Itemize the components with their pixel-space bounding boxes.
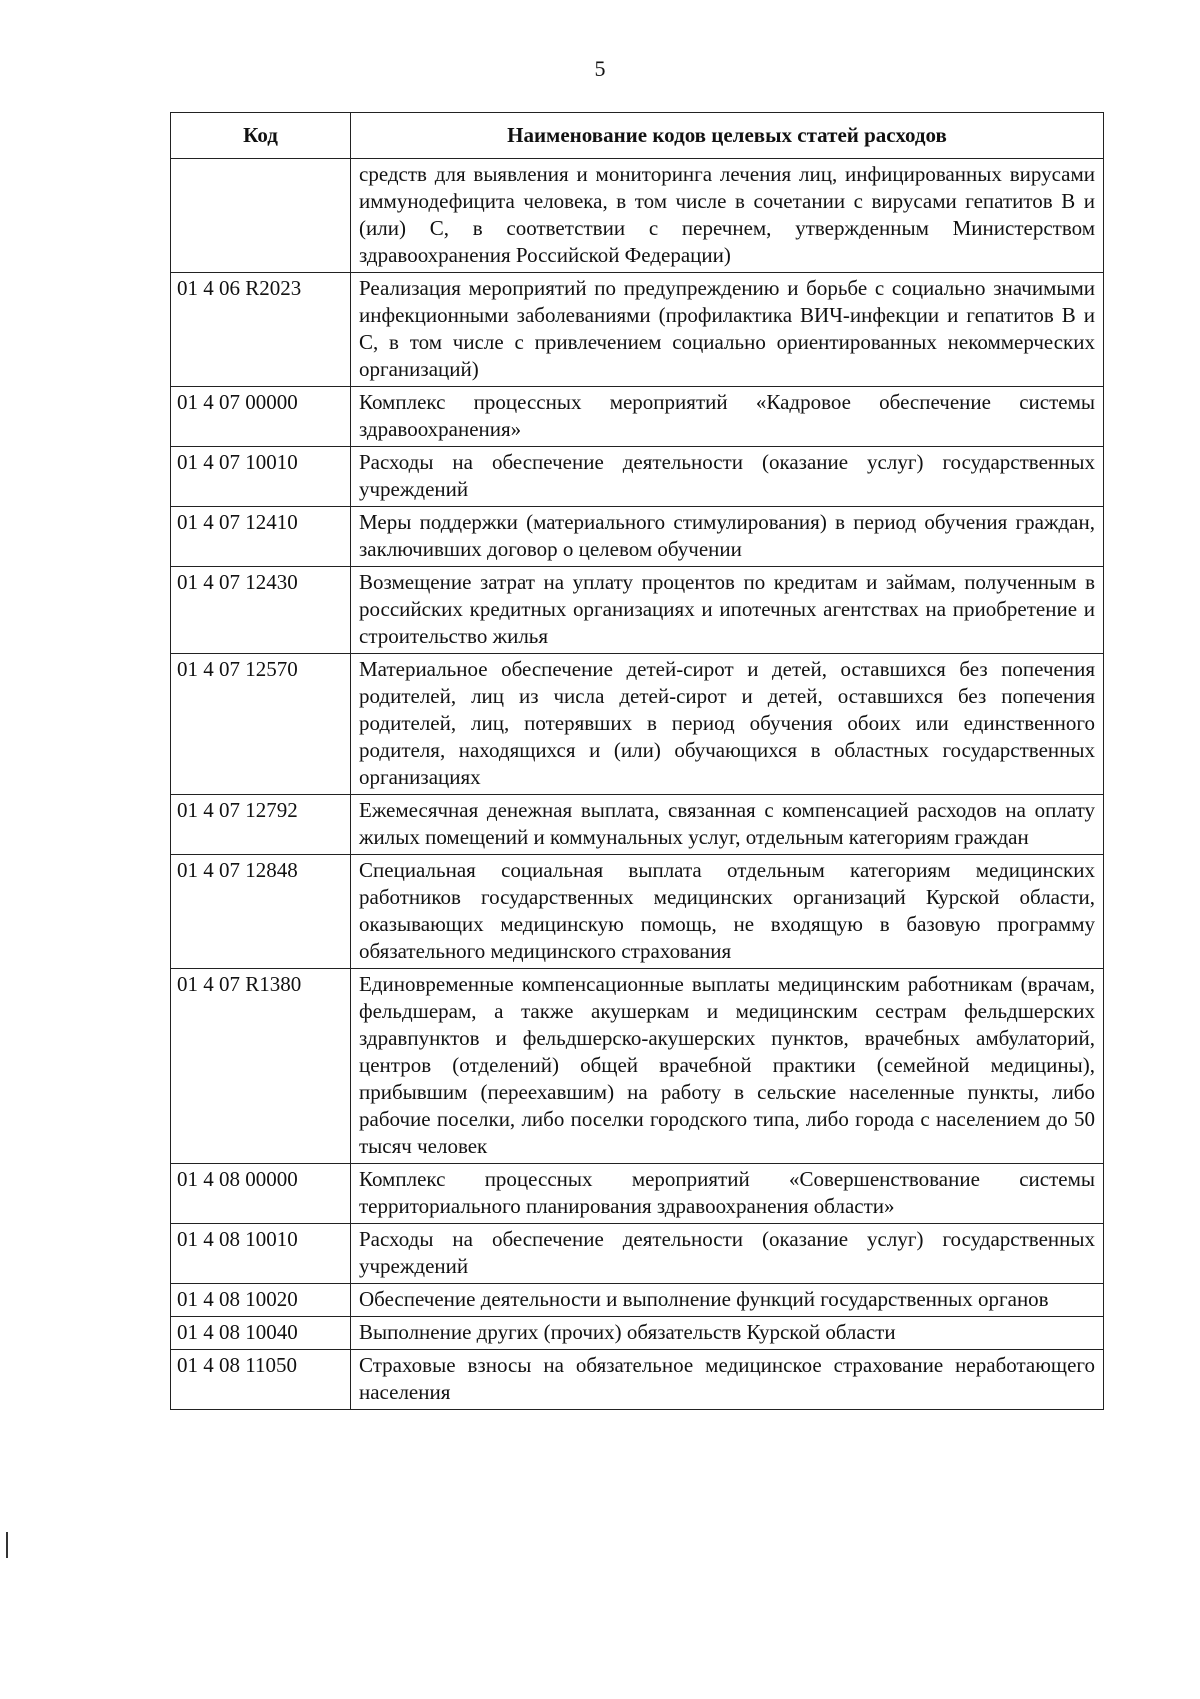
row-code: 01 4 07 12570	[171, 654, 351, 795]
row-name: Страховые взносы на обязательное медицинское страхование неработающего населения	[351, 1350, 1104, 1410]
table-row	[171, 795, 1104, 855]
table-row	[171, 1350, 1104, 1410]
row-name: Меры поддержки (материального стимулирования) в период обучения граждан, заключивших договор о целевом обучении	[351, 507, 1104, 567]
table-row	[171, 273, 1104, 387]
row-code: 01 4 07 12848	[171, 855, 351, 969]
row-name: Возмещение затрат на уплату процентов по кредитам и займам, полученным в российских кредитных организациях и ипотечных агентствах на приобретение и строительство жилья	[351, 567, 1104, 654]
table-header-row	[171, 113, 1104, 159]
row-code: 01 4 07 12792	[171, 795, 351, 855]
row-name: Комплекс процессных мероприятий «Кадровое обеспечение системы здравоохранения»	[351, 387, 1104, 447]
table-row	[171, 1317, 1104, 1350]
row-code: 01 4 08 00000	[171, 1164, 351, 1224]
table-row	[171, 1284, 1104, 1317]
header-code: Код	[171, 113, 351, 159]
row-code: 01 4 07 12430	[171, 567, 351, 654]
row-name: средств для выявления и мониторинга лечения лиц, инфицированных вирусами иммунодефицита человека, в том числе в сочетании с вирусами гепатитов B и (или) C, в соответствии с перечнем, утвержденным Министерством здравоохранения Российской Федерации)	[351, 159, 1104, 273]
row-name: Реализация мероприятий по предупреждению и борьбе с социально значимыми инфекционными заболеваниями (профилактика ВИЧ-инфекции и гепатитов B и C, в том числе с привлечением социально ориентированных некоммерческих организаций)	[351, 273, 1104, 387]
table-row	[171, 1224, 1104, 1284]
row-code: 01 4 08 11050	[171, 1350, 351, 1410]
table-row	[171, 159, 1104, 273]
table-row	[171, 567, 1104, 654]
row-code: 01 4 08 10040	[171, 1317, 351, 1350]
row-code: 01 4 07 R1380	[171, 969, 351, 1164]
table-row	[171, 654, 1104, 795]
page-number: 5	[594, 56, 606, 81]
row-name: Обеспечение деятельности и выполнение функций государственных органов	[351, 1284, 1104, 1317]
row-code: 01 4 07 00000	[171, 387, 351, 447]
row-name: Комплекс процессных мероприятий «Совершенствование системы территориального планирования здравоохранения области»	[351, 1164, 1104, 1224]
row-name: Материальное обеспечение детей-сирот и детей, оставшихся без попечения родителей, лиц из числа детей-сирот и детей, оставшихся без попечения родителей, лиц, потерявших в период обучения обоих или единственного родителя, находящихся и (или) обучающихся в областных государственных организациях	[351, 654, 1104, 795]
row-code: 01 4 07 10010	[171, 447, 351, 507]
row-code: 01 4 08 10010	[171, 1224, 351, 1284]
row-code: 01 4 07 12410	[171, 507, 351, 567]
row-code	[171, 159, 351, 273]
row-code: 01 4 06 R2023	[171, 273, 351, 387]
table-row	[171, 507, 1104, 567]
table-row	[171, 969, 1104, 1164]
row-name: Единовременные компенсационные выплаты медицинским работникам (врачам, фельдшерам, а также акушеркам и медицинским сестрам фельдшерских здравпунктов и фельдшерско-акушерских пунктов, врачебных амбулаторий, центров (отделений) общей врачебной практики (семейной медицины), прибывшим (переехавшим) на работу в сельские населенные пункты, либо рабочие поселки, либо поселки городского типа, либо города с населением до 50 тысяч человек	[351, 969, 1104, 1164]
target-expense-codes-table	[170, 112, 1104, 1410]
row-code: 01 4 08 10020	[171, 1284, 351, 1317]
row-name: Выполнение других (прочих) обязательств Курской области	[351, 1317, 1104, 1350]
header-name: Наименование кодов целевых статей расходов	[351, 113, 1104, 159]
scan-margin-mark	[6, 1532, 8, 1558]
table-row	[171, 447, 1104, 507]
row-name: Расходы на обеспечение деятельности (оказание услуг) государственных учреждений	[351, 447, 1104, 507]
table-row	[171, 855, 1104, 969]
table-row	[171, 1164, 1104, 1224]
row-name: Расходы на обеспечение деятельности (оказание услуг) государственных учреждений	[351, 1224, 1104, 1284]
table-row	[171, 387, 1104, 447]
row-name: Специальная социальная выплата отдельным категориям медицинских работников государственных медицинских организаций Курской области, оказывающих медицинскую помощь, не входящую в базовую программу обязательного медицинского страхования	[351, 855, 1104, 969]
row-name: Ежемесячная денежная выплата, связанная с компенсацией расходов на оплату жилых помещений и коммунальных услуг, отдельным категориям граждан	[351, 795, 1104, 855]
